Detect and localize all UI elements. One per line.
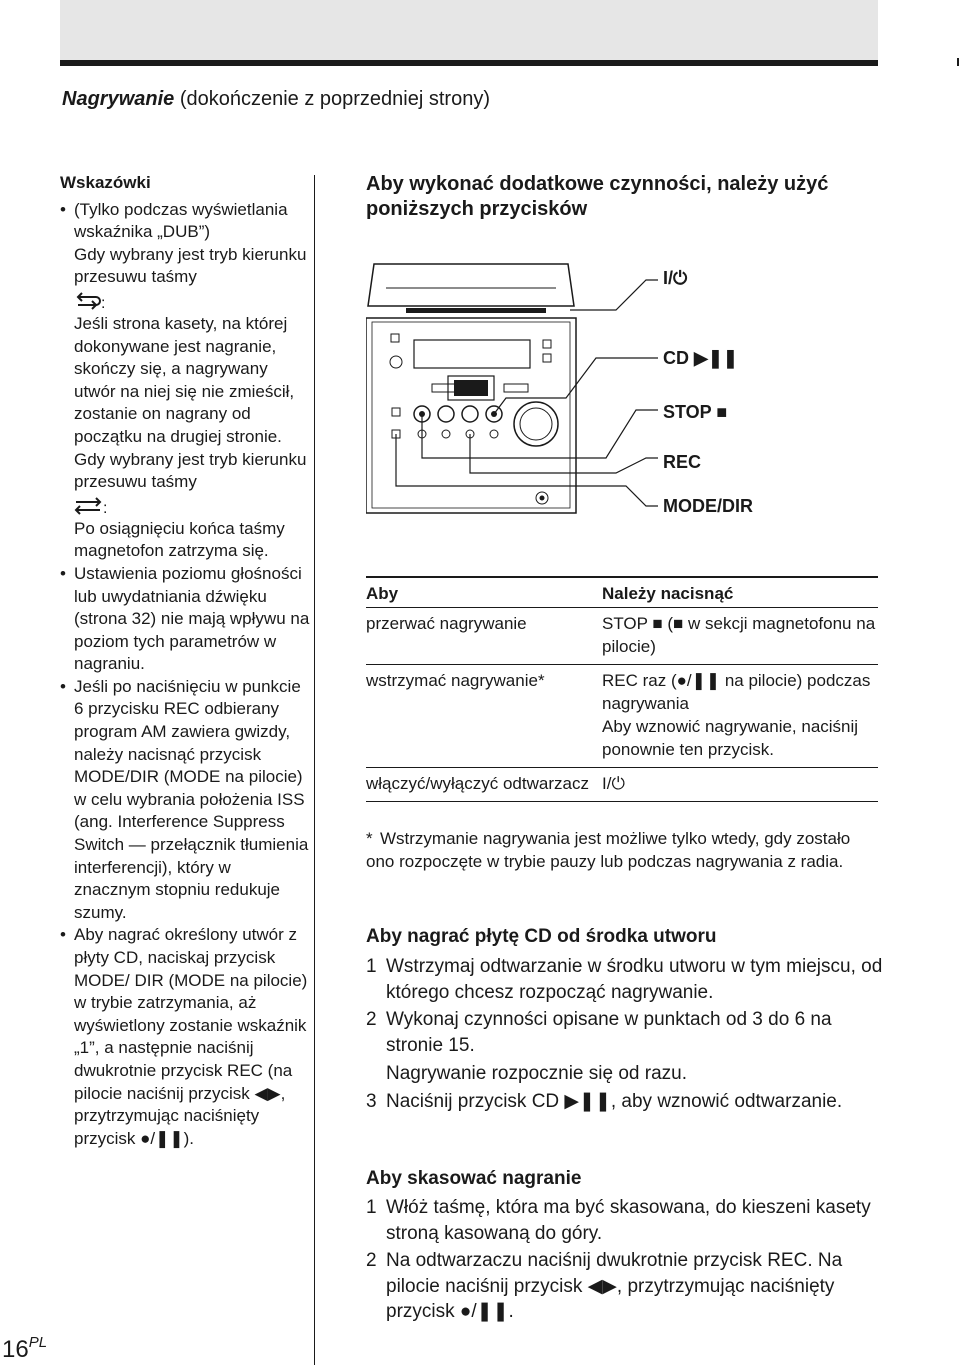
footnote-mark: * xyxy=(366,829,373,848)
svg-text::: : xyxy=(101,294,106,312)
step-item xyxy=(366,1195,886,1246)
step-item xyxy=(366,1248,886,1325)
tip-item xyxy=(60,924,310,1150)
bullet: • xyxy=(60,563,66,583)
row-press: I/⏻ xyxy=(602,774,625,793)
bullet: • xyxy=(60,199,66,219)
table-header-row xyxy=(366,578,878,607)
heading-erase-recording: Aby skasować nagranie xyxy=(366,1168,582,1189)
step-text: Wstrzymaj odtwarzanie w środku utworu w tym miejscu, od którego chcesz rozpocząć nagrywanie. xyxy=(386,956,883,1003)
operations-table xyxy=(366,576,878,802)
step-text: Włóż taśmę, która ma być skasowana, do kieszeni kasety stroną kasowaną do góry. xyxy=(386,1197,871,1244)
reverse-mode-loop-icon xyxy=(74,289,310,313)
row-press: REC raz (●/❚❚ na pilocie) podczas nagrywania xyxy=(602,671,871,713)
tip-mode1-lead: Gdy wybrany jest tryb kierunku przesuwu taśmy xyxy=(74,244,307,287)
page-section-title xyxy=(62,88,490,111)
tips-column xyxy=(60,172,310,1150)
table-bottom-rule xyxy=(366,801,878,802)
header-press: Należy nacisnąć xyxy=(602,584,734,603)
step-item xyxy=(366,1007,886,1087)
row-press-cell xyxy=(602,669,878,761)
step-number: 1 xyxy=(366,1197,377,1218)
step-number: 2 xyxy=(366,1250,377,1271)
section-title-emphasis: Nagrywanie xyxy=(62,88,175,110)
section-title-rest: (dokończenie z poprzedniej strony) xyxy=(174,88,490,110)
tip-item xyxy=(60,199,310,563)
bullet: • xyxy=(60,925,66,945)
footnote-text: Wstrzymanie nagrywania jest możliwe tylko wtedy, gdy zostało ono rozpoczęte w trybie pauzy lub podczas nagrywania z radia. xyxy=(366,829,851,871)
table-row xyxy=(366,768,878,801)
row-action: przerwać nagrywanie xyxy=(366,614,527,633)
tip-item xyxy=(60,563,310,676)
step-text: Naciśnij przycisk CD ▶❚❚, aby wznowić odtwarzanie. xyxy=(386,1090,843,1112)
page-number-value: 16 xyxy=(2,1336,29,1363)
right-heading: Aby wykonać dodatkowe czynności, należy użyć poniższych przycisków xyxy=(366,173,829,220)
tips-heading: Wskazówki xyxy=(60,173,151,192)
row-press-extra: Aby wznowić nagrywanie, naciśnij ponownie ten przycisk. xyxy=(602,717,859,759)
header-action: Aby xyxy=(366,584,399,603)
footnote xyxy=(366,828,878,873)
tip-intro: (Tylko podczas wyświetlania wskaźnika „DUB”) xyxy=(74,199,288,242)
corner-tick xyxy=(957,58,959,66)
svg-text::: : xyxy=(103,499,108,517)
callout-rec: REC xyxy=(663,452,702,472)
row-press: STOP ■ (■ w sekcji magnetofonu na pilocie) xyxy=(602,614,876,656)
callout-power: I/⏻ xyxy=(663,268,688,288)
tip-text: Jeśli po naciśnięciu w punkcie 6 przycisku REC odbierany program AM zawiera gwizdy, należy nacisnąć przycisk MODE/DIR (MODE na pilocie) w celu wybrania położenia ISS (ang. Interference Suppress Switch — przełącznik tłumienia interferencji), który w znacznym stopniu redukuje szumy. xyxy=(74,676,309,922)
callout-stop: STOP ■ xyxy=(663,402,728,422)
step-number: 2 xyxy=(366,1009,377,1030)
step-item xyxy=(366,1089,886,1115)
stereo-device-illustration xyxy=(366,258,886,528)
row-action: włączyć/wyłączyć odtwarzacz xyxy=(366,774,589,793)
step-text: Wykonaj czynności opisane w punktach od 3 do 6 na stronie 15. xyxy=(386,1009,832,1056)
tip-mode2-lead: Gdy wybrany jest tryb kierunku przesuwu taśmy xyxy=(74,449,307,492)
table-row xyxy=(366,665,878,767)
tip-mode1-desc: Jeśli strona kasety, na której dokonywane jest nagranie, skończy się, a nagrywany utwór na niej się nie zmieścił, zostanie on nagrany od początku na drugiej stronie. xyxy=(74,313,295,446)
step-item xyxy=(366,954,886,1005)
table-row xyxy=(366,608,878,664)
page-language: PL xyxy=(28,1334,48,1351)
steps-erase xyxy=(366,1195,886,1327)
tip-text: Aby nagrać określony utwór z płyty CD, naciskaj przycisk MODE/ DIR (MODE na pilocie) w trybie zatrzymania, aż wyświetlony zostanie wskaźnik „1”, a następnie naciśnij dwukrotnie przycisk REC (na pilocie naciśnij przycisk ◀▶, przytrzymując naciśnięty przycisk ●/❚❚). xyxy=(74,925,308,1148)
callout-mode-dir: MODE/DIR xyxy=(663,496,753,516)
tip-mode2-desc: Po osiągnięciu końca taśmy magnetofon zatrzyma się. xyxy=(74,518,285,561)
reverse-mode-both-icon xyxy=(74,494,310,518)
step-extra: Nagrywanie rozpocznie się od razu. xyxy=(386,1063,687,1084)
bullet: • xyxy=(60,676,66,696)
column-divider xyxy=(314,175,315,1365)
tip-item xyxy=(60,676,310,925)
step-number: 1 xyxy=(366,956,377,977)
header-band xyxy=(60,0,878,60)
steps-record-cd xyxy=(366,954,886,1116)
tip-text: Ustawienia poziomu głośności lub uwydatniania dźwięku (strona 32) nie mają wpływu na poziom tych parametrów w nagraniu. xyxy=(74,563,310,674)
step-text: Na odtwarzaczu naciśnij dwukrotnie przycisk REC. Na pilocie naciśnij przycisk ◀▶, przytrzymując naciśnięty przycisk ●/❚❚. xyxy=(386,1250,843,1322)
header-rule xyxy=(60,60,878,66)
page-number xyxy=(2,1334,47,1364)
callout-cd-play-pause: CD ▶❚❚ xyxy=(663,348,739,368)
row-action: wstrzymać nagrywanie* xyxy=(366,671,545,690)
heading-record-cd-mid-track: Aby nagrać płytę CD od środka utworu xyxy=(366,926,717,947)
step-number: 3 xyxy=(366,1090,377,1112)
